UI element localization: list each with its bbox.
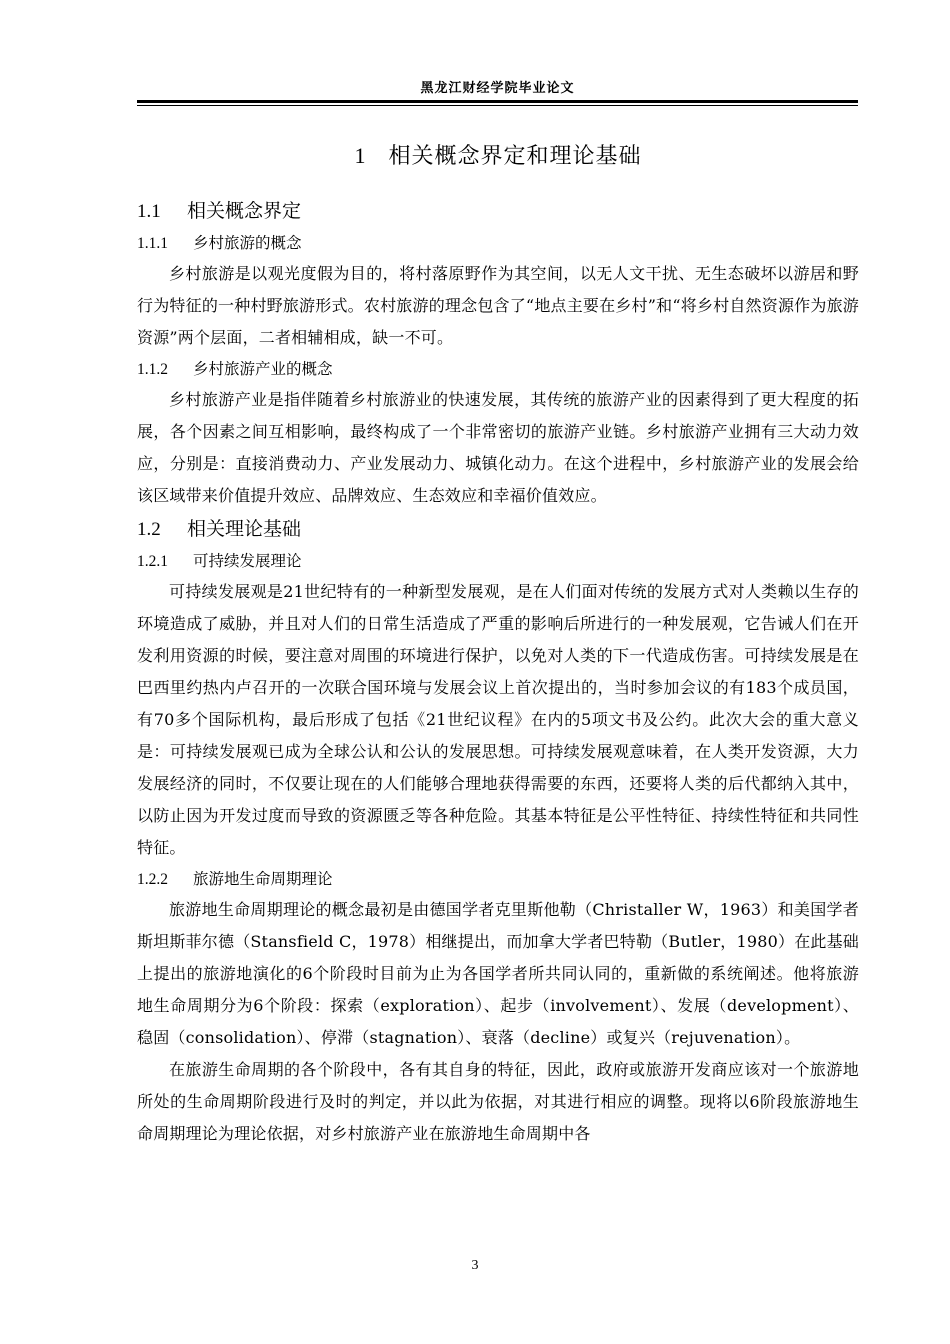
page-number: 3 (471, 1258, 479, 1273)
chapter-number: 1 (354, 143, 367, 168)
section-title: 相关概念界定 (187, 200, 302, 222)
subsection-heading-1-1-2 (137, 354, 859, 384)
section-heading-1-1 (137, 194, 859, 228)
section-number: 1.1 (137, 201, 161, 222)
section-heading-1-2 (137, 512, 859, 546)
subsection-number: 1.2.1 (137, 553, 168, 570)
page-body (137, 130, 859, 1150)
section-number: 1.2 (137, 519, 161, 540)
running-header: 黑龙江财经学院毕业论文 (420, 81, 575, 96)
subsection-title: 乡村旅游产业的概念 (193, 360, 333, 378)
subsection-number: 1.1.1 (137, 235, 168, 252)
paragraph-rural-tourism-industry: 乡村旅游产业是指伴随着乡村旅游业的快速发展，其传统的旅游产业的因素得到了更大程度的拓展，各个因素之间互相影响，最终构成了一个非常密切的旅游产业链。乡村旅游产业拥有三大动力效应，分别是：直接消费动力、产业发展动力、城镇化动力。在这个进程中，乡村旅游产业的发展会给该区域带来价值提升效应、品牌效应、生态效应和幸福价值效应。 (137, 390, 859, 505)
paragraph-rural-tourism-concept: 乡村旅游是以观光度假为目的，将村落原野作为其空间，以无人文干扰、无生态破坏以游居和野行为特征的一种村野旅游形式。农村旅游的理念包含了“地点主要在乡村”和“将乡村自然资源作为旅游资源”两个层面，二者相辅相成，缺一不可。 (137, 264, 859, 347)
paragraph-sustainable-development: 可持续发展观是21世纪特有的一种新型发展观，是在人们面对传统的发展方式对人类赖以生存的环境造成了威胁，并且对人们的日常生活造成了严重的影响后所进行的一种发展观，它告诫人们在开发利用资源的时候，要注意对周围的环境进行保护，以免对人类的下一代造成伤害。可持续发展是在巴西里约热内卢召开的一次联合国环境与发展会议上首次提出的，当时参加会议的有183个成员国，有70多个国际机构，最后形成了包括《21世纪议程》在内的5项文书及公约。此次大会的重大意义是：可持续发展观已成为全球公认和公认的发展思想。可持续发展观意味着，在人类开发资源，大力发展经济的同时，不仅要让现在的人们能够合理地获得需要的东西，还要将人类的后代都纳入其中，以防止因为开发过度而导致的资源匮乏等各种危险。其基本特征是公平性特征、持续性特征和共同性特征。 (137, 582, 859, 857)
subsection-heading-1-2-1 (137, 546, 859, 576)
header-rule-thick (137, 100, 858, 103)
subsection-number: 1.1.2 (137, 361, 168, 378)
section-title: 相关理论基础 (187, 518, 302, 540)
subsection-title: 旅游地生命周期理论 (193, 870, 333, 888)
chapter-title (137, 138, 859, 174)
subsection-title: 乡村旅游的概念 (193, 234, 302, 252)
header-rule-thin (137, 105, 858, 106)
paragraph-life-cycle-theory: 旅游地生命周期理论的概念最初是由德国学者克里斯他勒（Christaller W，1963）和美国学者斯坦斯菲尔德（Stansfield C，1978）相继提出，而加拿大学者巴特勒（Butler，1980）在此基础上提出的旅游地演化的6个阶段时目前为止为各国学者所共同认同的，重新做的系统阐述。他将旅游地生命周期分为6个阶段：探索（exploration）、起步（involvement）、发展（development）、稳固（consolidation）、停滞（stagnation）、衰落（decline）或复兴（rejuvenation）。 (137, 900, 860, 1047)
subsection-number: 1.2.2 (137, 871, 168, 888)
subsection-heading-1-2-2 (137, 864, 859, 894)
subsection-heading-1-1-1 (137, 228, 859, 258)
paragraph-life-cycle-stages: 在旅游生命周期的各个阶段中，各有其自身的特征，因此，政府或旅游开发商应该对一个旅游地所处的生命周期阶段进行及时的判定，并以此为依据，对其进行相应的调整。现将以6阶段旅游地生命周期理论为理论依据，对乡村旅游产业在旅游地生命周期中各 (137, 1060, 859, 1143)
chapter-title-text: 相关概念界定和理论基础 (388, 144, 642, 169)
subsection-title: 可持续发展理论 (193, 552, 302, 570)
